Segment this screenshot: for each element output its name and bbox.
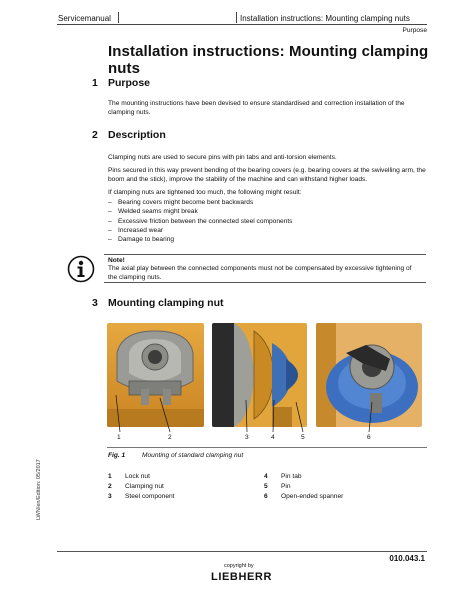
header-left: Servicemanual xyxy=(58,14,111,23)
legend-item: 3 Steel component xyxy=(108,493,175,500)
callout-2: 2 xyxy=(168,434,172,441)
footer-rule xyxy=(57,551,427,552)
brand-logo: LIEBHERR xyxy=(211,571,273,583)
section-number-1: 1 xyxy=(92,77,98,89)
section-title-purpose: Purpose xyxy=(108,77,151,89)
legend-item: 2 Clamping nut xyxy=(108,483,164,490)
section-number-3: 3 xyxy=(92,297,98,309)
callout-1: 1 xyxy=(117,434,121,441)
section-title-description: Description xyxy=(108,129,166,141)
legend-item: 1 Lock nut xyxy=(108,473,150,480)
description-p3: If clamping nuts are tightened too much, the following might result: xyxy=(108,189,302,196)
page-title: Installation instructions: Mounting clamping nuts xyxy=(108,43,429,77)
list-item: – Increased wear xyxy=(108,226,164,234)
edition-sidebar: LWN/en/Edition: 05/2017 xyxy=(36,459,42,520)
figure-label: Fig. 1 xyxy=(108,452,126,459)
callout-4: 4 xyxy=(271,434,275,441)
description-p2: Pins secured in this way prevent bending of the bearing covers (e.g. bearing covers at the swivelling arm, the boom and the stick), improve the stability of the machine and can withstand higher loads. xyxy=(108,167,426,183)
section-number-2: 2 xyxy=(92,129,98,141)
copyright-text: copyright by xyxy=(224,563,254,569)
figure-caption-rule xyxy=(107,447,427,448)
figure-caption: Mounting of standard clamping nut xyxy=(142,452,244,459)
callout-6: 6 xyxy=(367,434,371,441)
legend-item: 4 Pin tab xyxy=(264,473,302,480)
description-p1: Clamping nuts are used to secure pins with pin tabs and anti-torsion elements. xyxy=(108,154,337,161)
callout-3: 3 xyxy=(245,434,249,441)
legend-item: 5 Pin xyxy=(264,483,291,490)
header-sub: Purpose xyxy=(402,27,427,34)
header-right: Installation instructions: Mounting clamping nuts xyxy=(240,14,410,23)
list-item: – Bearing covers might become bent backwards xyxy=(108,199,254,206)
list-item: – Welded seams might break xyxy=(108,208,198,216)
legend-item: 6 Open-ended spanner xyxy=(264,493,344,500)
purpose-text: The mounting instructions have been devised to ensure standardised and correction installation of the clamping nuts. xyxy=(108,100,405,116)
list-item: – Excessive friction between the connected steel components xyxy=(108,217,293,225)
list-item: – Damage to bearing xyxy=(108,236,175,244)
callout-5: 5 xyxy=(301,434,305,441)
document-number: 010.043.1 xyxy=(389,554,425,563)
note-label: Note! xyxy=(108,257,125,264)
section-title-mounting: Mounting clamping nut xyxy=(108,297,224,309)
note-text: The axial play between the connected components must not be compensated by excessive tightening of the clamping nuts. xyxy=(108,265,412,281)
